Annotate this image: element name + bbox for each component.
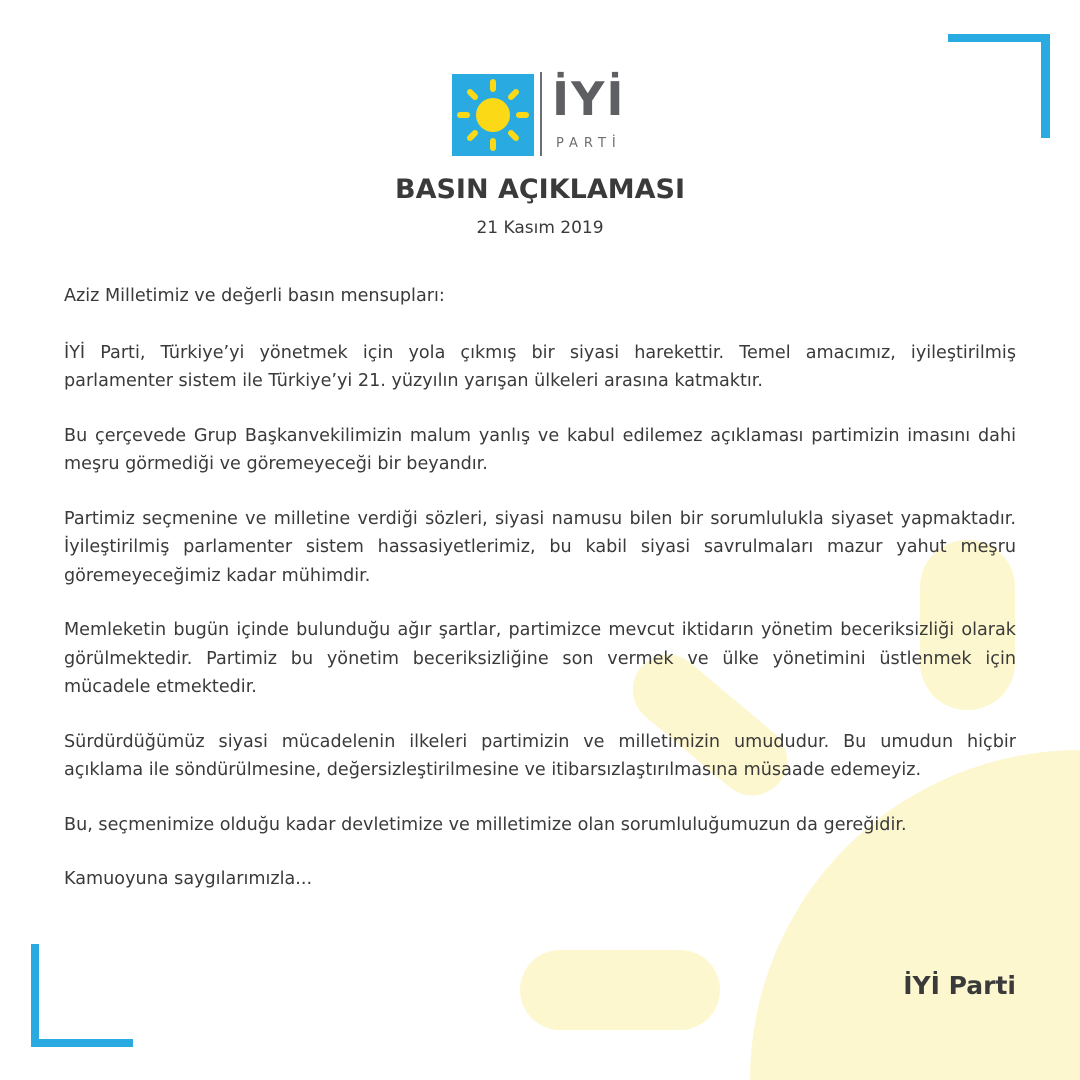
corner-accent-top-right [948,34,1050,42]
corner-accent-bottom-left [31,1039,133,1047]
statement-date: 21 Kasım 2019 [476,218,604,238]
paragraph: İYİ Parti, Türkiye’yi yönetmek için yola çıkmış bir siyasi harekettir. Temel amacımız, iyileştirilmiş parlamenter sistem ile Türkiye’yi 21. yüzyılın yarışan ülkeleri arasına katmaktır. [64,342,1016,391]
logo-wordmark: İYİ [552,72,626,126]
paragraph: Memleketin bugün içinde bulunduğu ağır şartlar, partimizce mevcut iktidarın yönetim beceriksizliği olarak görülmektedir. Partimiz bu yönetim beceriksizliğine son vermek ve ülke yönetimini üstlenmek için mücadele etmektedir. [64,620,1016,697]
paragraph: Sürdürdüğümüz siyasi mücadelenin ilkeleri partimizin ve milletimizin umududur. Bu umudun hiçbir açıklama ile söndürülmesine, değersizleştirilmesine ve itibarsızlaştırılmasına müsaade edemeyiz. [64,731,1016,780]
page-title: BASIN AÇIKLAMASI [395,174,685,205]
statement-body [64,282,1016,920]
corner-accent-top-right-vertical [1041,34,1050,138]
paragraph: Bu, seçmenimize olduğu kadar devletimize ve milletimize olan sorumluluğumuzun da gereğidir. [64,814,907,835]
closing-line: Kamuoyuna saygılarımızla... [64,869,313,889]
logo-divider [540,72,542,156]
sun-logo-icon [452,74,534,156]
greeting: Aziz Milletimiz ve değerli basın mensupları: [64,286,445,306]
logo-subtitle: PARTİ [556,136,622,151]
paragraph: Partimiz seçmenine ve milletine verdiği sözleri, siyasi namusu bilen bir sorumlulukla siyaset yapmaktadır. İyileştirilmiş parlamenter sistem hassasiyetlerimiz, bu kabil siyasi savrulmaları mazur yahut meşru göremeyeceğimiz kadar mühimdir. [64,508,1016,586]
paragraph: Bu çerçevede Grup Başkanvekilimizin malum yanlış ve kabul edilemez açıklaması partimizin imasını dahi meşru görmediği ve göremeyeceği bir beyandır. [64,425,1016,474]
corner-accent-bottom-left-vertical [31,944,39,1047]
signature: İYİ Parti [903,971,1016,1000]
